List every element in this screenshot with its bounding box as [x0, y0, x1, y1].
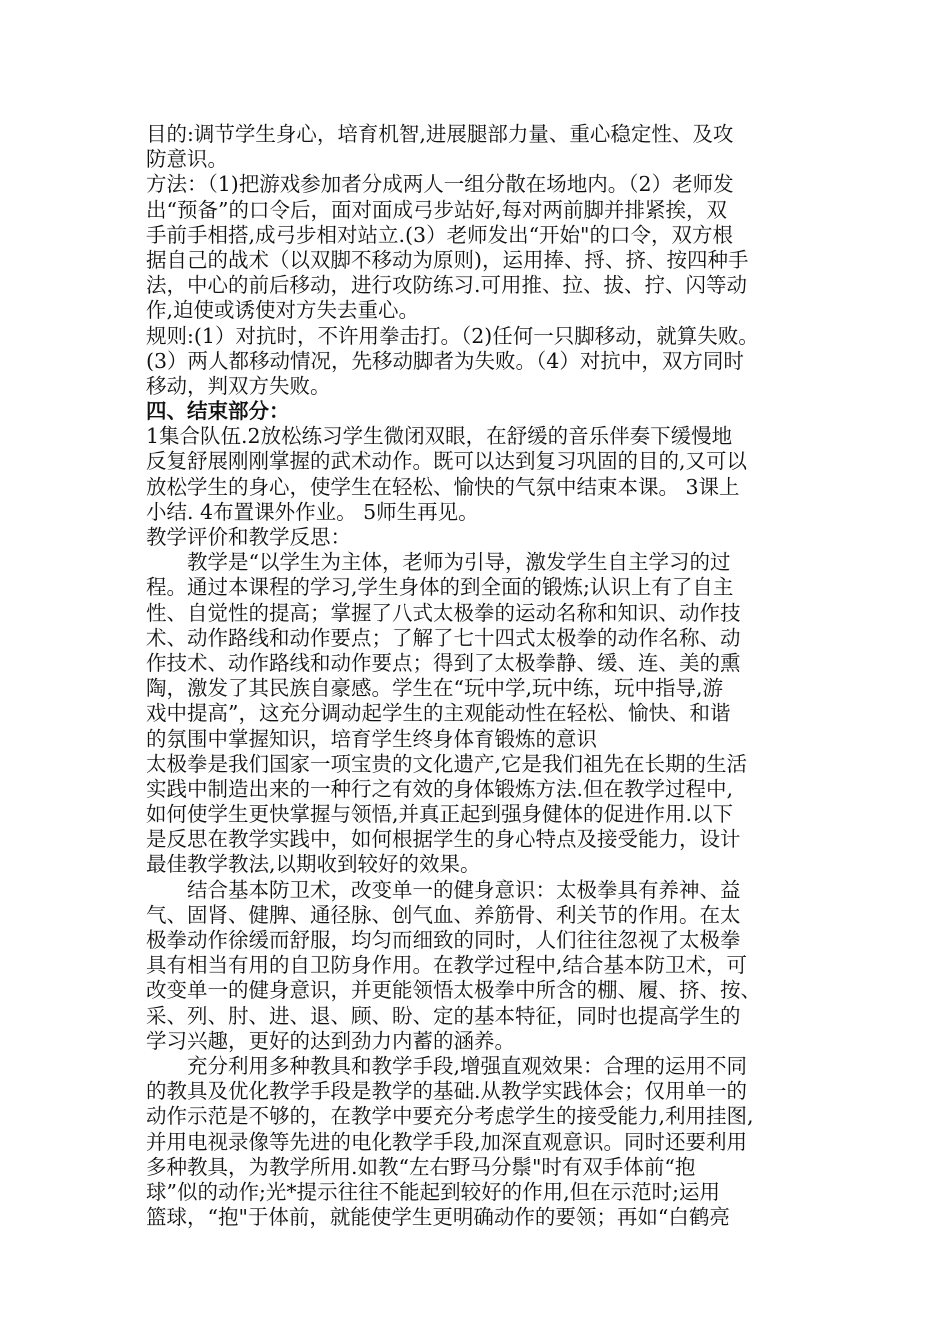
- text-line: 放松学生的身心，使学生在轻松、愉快的气氛中结束本课。 3课上: [146, 474, 740, 499]
- text-line: 实践中制造出来的一种行之有效的身体锻炼方法.但在教学过程中,: [146, 776, 734, 801]
- text-line: 的教具及优化教学手段是教学的基础.从教学实践体会；仅用单一的: [146, 1079, 748, 1104]
- text-line: 具有相当有用的自卫防身作用。在教学过程中,结合基本防卫术，可: [146, 953, 748, 978]
- text-line: 气、固肾、健脾、通径脉、创气血、养筋骨、利关节的作用。在太: [146, 902, 741, 927]
- text-line: 戏中提高”，这充分调动起学生的主观能动性在轻松、愉快、和谐: [146, 701, 731, 726]
- paragraph-first-line: 充分利用多种教具和教学手段,增强直观效果：合理的运用不同: [187, 1053, 748, 1078]
- text-line: 性、自觉性的提高；掌握了八式太极拳的运动名称和知识、动作技: [146, 600, 741, 625]
- text-line: 规则:(1）对抗时，不许用拳击打。（2)任何一只脚移动，就算失败。: [146, 323, 759, 348]
- text-line: 球”似的动作;光*提示往往不能起到较好的作用,但在示范时;运用: [146, 1179, 721, 1204]
- text-line: 的氛围中掌握知识，培育学生终身体育锻炼的意识: [146, 726, 597, 751]
- text-line: 最佳教学教法,以期收到较好的效果。: [146, 852, 481, 877]
- text-line: 学习兴趣，更好的达到劲力内蓄的涵养。: [146, 1028, 515, 1053]
- text-line: 如何使学生更快掌握与领悟,并真正起到强身健体的促进作用.以下: [146, 802, 734, 827]
- text-line: 移动，判双方失败。: [146, 373, 331, 398]
- text-line: 出“预备”的口令后，面对面成弓步站好,每对两前脚并排紧挨，双: [146, 197, 727, 222]
- text-line: 太极拳是我们国家一项宝贵的文化遗产,它是我们祖先在长期的生活: [146, 751, 748, 776]
- text-line: 手前手相搭,成弓步相对站立.(3）老师发出“开始"的口令，双方根: [146, 222, 733, 247]
- text-line: 小结. 4布置课外作业。 5师生再见。: [146, 499, 479, 524]
- text-line: 是反思在教学实践中，如何根据学生的身心特点及接受能力，设计: [146, 827, 741, 852]
- text-line: (3）两人都移动情况，先移动脚者为失败。（4）对抗中，双方同时: [146, 348, 744, 373]
- document-body: [146, 122, 812, 1230]
- text-line: 法，中心的前后移动，进行攻防练习.可用推、拉、拔、拧、闪等动: [146, 273, 748, 298]
- text-line: 采、列、肘、进、退、顾、盼、定的基本特征，同时也提高学生的: [146, 1003, 741, 1028]
- text-line: 目的:调节学生身心，培育机智,进展腿部力量、重心稳定性、及攻: [146, 122, 734, 146]
- text-line: 动作示范是不够的，在教学中要充分考虑学生的接受能力,利用挂图,: [146, 1104, 754, 1129]
- text-line: 防意识。: [146, 147, 228, 172]
- text-line: 作技术、动作路线和动作要点；得到了太极拳静、缓、连、美的熏: [146, 650, 741, 675]
- text-line: 多种教具，为教学所用.如教“左右野马分鬃"时有双手体前“抱: [146, 1154, 696, 1179]
- text-line: 篮球，“抱"于体前，就能使学生更明确动作的要领；再如“白鹤亮: [146, 1205, 730, 1230]
- text-line: 教学评价和教学反思：: [146, 525, 351, 549]
- text-line: 方法：（1)把游戏参加者分成两人一组分散在场地内。（2）老师发: [146, 172, 734, 197]
- text-line: 陶，激发了其民族自豪感。学生在“玩中学,玩中练，玩中指导,游: [146, 676, 724, 701]
- paragraph-first-line: 教学是“以学生为主体，老师为引导，激发学生自主学习的过: [187, 550, 731, 575]
- text-line: 反复舒展刚刚掌握的武术动作。既可以达到复习巩固的目的,又可以: [146, 449, 748, 474]
- text-line: 并用电视录像等先进的电化教学手段,加深直观意识。同时还要利用: [146, 1129, 748, 1154]
- text-line: 1集合队伍.2放松练习学生微闭双眼，在舒缓的音乐伴奏下缓慢地: [146, 424, 733, 449]
- text-line: 据自己的战术（以双脚不移动为原则)，运用捧、捋、挤、按四种手: [146, 247, 749, 272]
- text-line: 程。通过本课程的学习,学生身体的到全面的锻炼;认识上有了自主: [146, 575, 734, 600]
- text-line: 作,迫使或诱使对方失去重心。: [146, 298, 420, 323]
- paragraph-first-line: 结合基本防卫术，改变单一的健身意识：太极拳具有养神、益: [187, 877, 741, 902]
- text-line: 极拳动作徐缓而舒服，均匀而细致的同时，人们往往忽视了太极拳: [146, 928, 741, 952]
- text-line: 术、动作路线和动作要点；了解了七十四式太极拳的动作名称、动: [146, 625, 741, 650]
- section-heading: 四、结束部分：: [146, 399, 290, 424]
- text-line: 改变单一的健身意识，并更能领悟太极拳中所含的棚、履、挤、按、: [146, 978, 761, 1003]
